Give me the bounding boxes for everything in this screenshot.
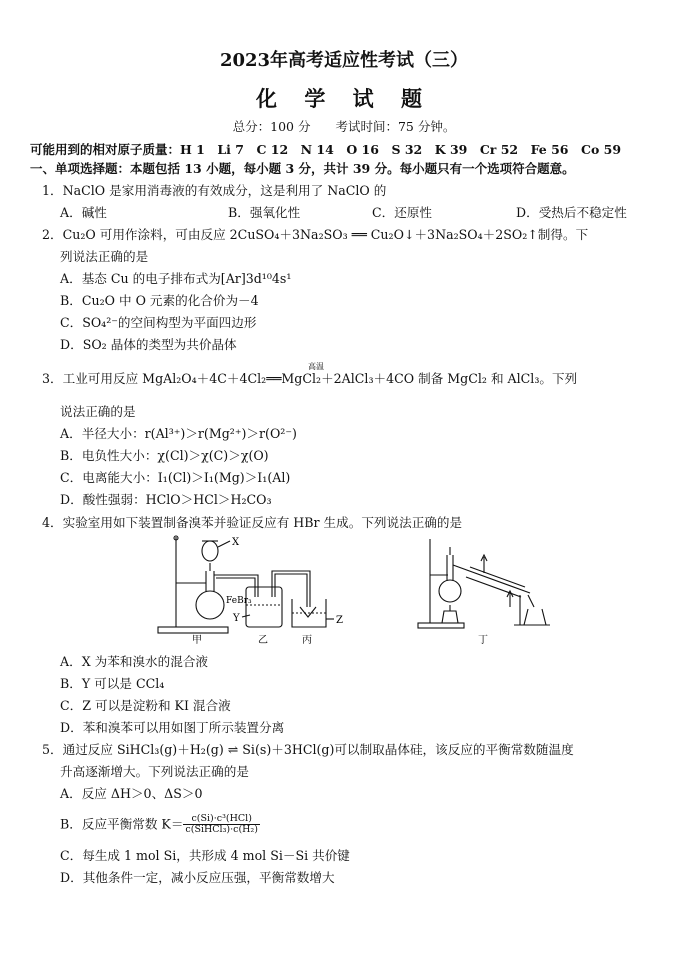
q3-option-a: A．半径大小：r(Al³⁺)＞r(Mg²⁺)＞r(O²⁻) xyxy=(60,426,297,441)
q2-stem-line2: 列说法正确的是 xyxy=(60,249,149,264)
q2-option-d: D．SO₂ 晶体的类型为共价晶体 xyxy=(60,337,237,352)
q1-option-c: C．还原性 xyxy=(372,205,433,220)
q1-stem: 1．NaClO 是家用消毒液的有效成分，这是利用了 NaClO 的 xyxy=(42,183,387,198)
label-bing: 丙 xyxy=(302,635,312,645)
q4-option-b: B．Y 可以是 CCl₄ xyxy=(60,676,165,691)
q5-option-b xyxy=(60,814,260,836)
subject-title: 化 学 试 题 xyxy=(256,86,432,111)
q2-stem-line1: 2．Cu₂O 可用作涂料，可由反应 2CuSO₄＋3Na₂SO₃ ══ Cu₂O↓＋3Na₂SO₄＋2SO₂↑制得。下 xyxy=(42,227,589,242)
q2-option-a: A．基态 Cu 的电子排布式为[Ar]3d¹⁰4s¹ xyxy=(60,271,292,286)
q2-option-c: C．SO₄²⁻的空间构型为平面四边形 xyxy=(60,315,257,330)
label-y: Y xyxy=(233,613,240,624)
section-heading: 一、单项选择题：本题包括 13 小题，每小题 3 分，共计 39 分。每小题只有一个选项符合题意。 xyxy=(30,161,575,176)
q4-option-a: A．X 为苯和溴水的混合液 xyxy=(60,654,209,669)
q5-option-b-prefix: B．反应平衡常数 K＝ xyxy=(60,816,184,832)
q1-option-b: B．强氧化性 xyxy=(228,205,301,220)
q5-option-c: C．每生成 1 mol Si，共形成 4 mol Si－Si 共价键 xyxy=(60,848,350,863)
exam-title: 2023年高考适应性考试（三） xyxy=(219,50,469,71)
q5-stem-line1: 5．通过反应 SiHCl₃(g)＋H₂(g) ⇌ Si(s)＋3HCl(g)可以制取晶体硅，该反应的平衡常数随温度 xyxy=(42,742,574,757)
q3-stem-line2: 说法正确的是 xyxy=(60,404,136,419)
label-jia: 甲 xyxy=(192,635,202,645)
q2-option-b: B．Cu₂O 中 O 元素的化合价为－4 xyxy=(60,293,259,308)
q1-option-a: A．碱性 xyxy=(60,205,107,220)
q3-option-d: D．酸性强弱：HClO＞HCl＞H₂CO₃ xyxy=(60,492,272,507)
q5-stem-line2: 升高逐渐增大。下列说法正确的是 xyxy=(60,764,249,779)
label-ding: 丁 xyxy=(478,635,488,645)
q1-option-d: D．受热后不稳定性 xyxy=(516,205,627,220)
apparatus-figure-jia-yi-bing xyxy=(150,535,360,645)
q5-option-d: D．其他条件一定，减小反应压强，平衡常数增大 xyxy=(60,870,335,885)
q4-option-c: C．Z 可以是淀粉和 KI 混合液 xyxy=(60,698,231,713)
atomic-mass-line: 可能用到的相对原子质量：H 1 Li 7 C 12 N 14 O 16 S 32 K 39 Cr 52 Fe 56 Co 59 xyxy=(30,142,622,157)
label-febr3: FeBr₃ xyxy=(226,596,252,606)
q3-stem-line1: 3．工业可用反应 MgAl₂O₄＋4C＋4Cl₂══MgCl₂＋2AlCl₃＋4CO 制备 MgCl₂ 和 AlCl₃。下列 xyxy=(42,371,578,386)
q4-stem: 4．实验室用如下装置制备溴苯并验证反应有 HBr 生成。下列说法正确的是 xyxy=(42,515,463,530)
fraction-numerator: c(Si)·c³(HCl) xyxy=(183,814,260,825)
exam-meta: 总分：100 分 考试时间：75 分钟。 xyxy=(232,119,456,134)
q3-reaction-condition: 高温 xyxy=(308,362,324,371)
q3-option-c: C．电离能大小：I₁(Cl)＞I₁(Mg)＞I₁(Al) xyxy=(60,470,291,485)
label-x: X xyxy=(232,537,240,548)
q3-option-b: B．电负性大小：χ(Cl)＞χ(C)＞χ(O) xyxy=(60,448,269,463)
apparatus-figure-ding xyxy=(410,535,560,645)
equilibrium-constant-fraction xyxy=(183,814,260,836)
label-yi: 乙 xyxy=(258,635,268,645)
fraction-denominator: c(SiHCl₃)·c(H₂) xyxy=(185,824,258,836)
q4-option-d: D．苯和溴苯可以用如图丁所示装置分离 xyxy=(60,720,285,735)
label-z: Z xyxy=(336,615,343,626)
q5-option-a: A．反应 ΔH＞0、ΔS＞0 xyxy=(60,786,203,801)
